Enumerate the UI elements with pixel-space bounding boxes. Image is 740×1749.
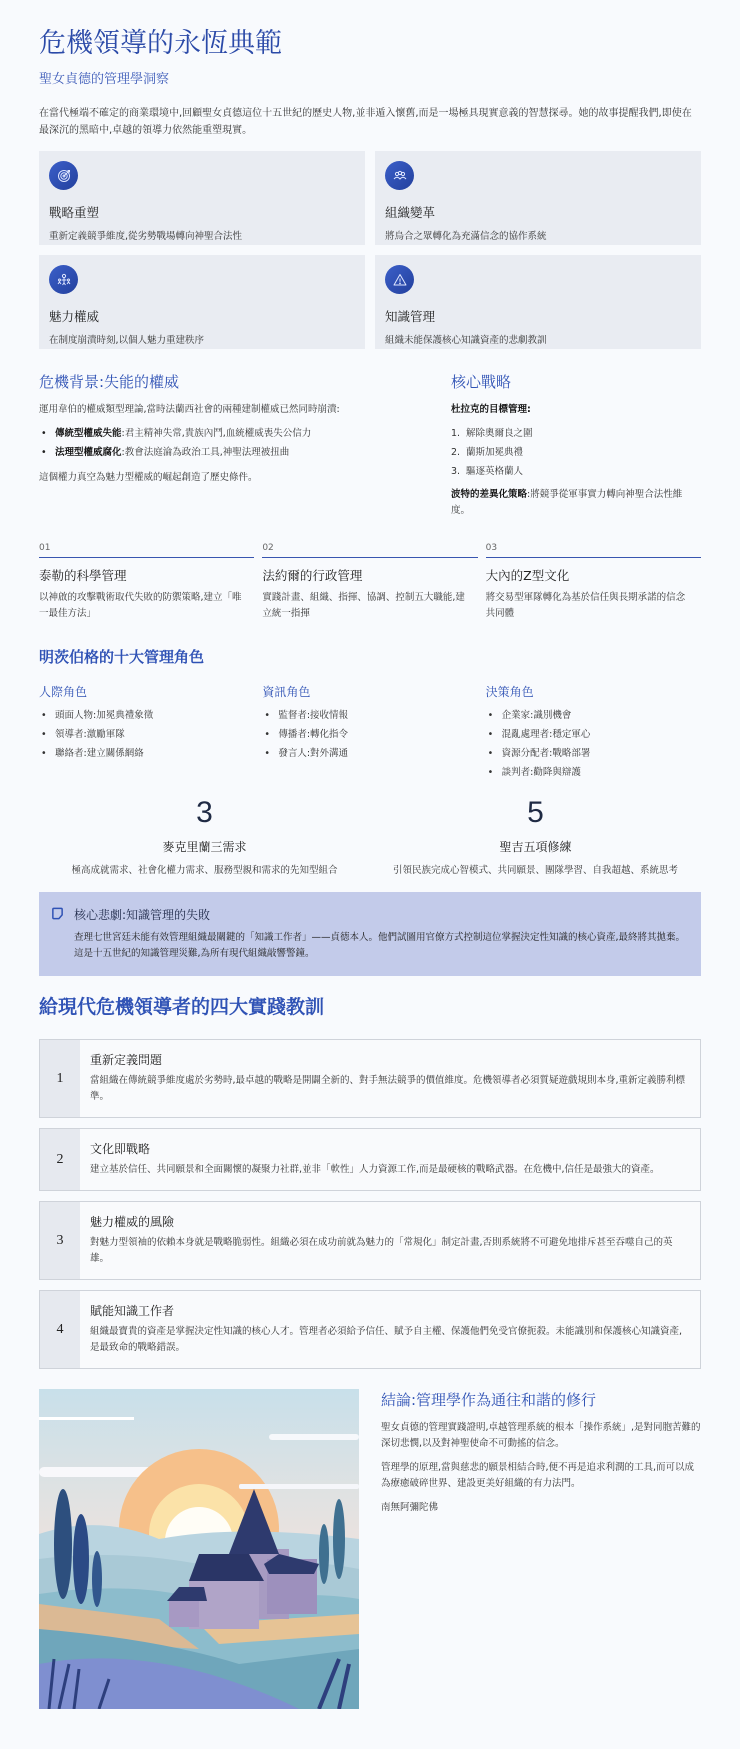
- role-list: [486, 706, 701, 782]
- lesson-desc: 當組織在傳統競爭維度處於劣勢時,最卓越的戰略是開闢全新的、對手無法競爭的價值維度。危機領導者必須質疑遊戲規則本身,重新定義勝利標準。: [90, 1075, 686, 1103]
- lesson-number: 3: [40, 1202, 80, 1279]
- mintzberg-roles: [39, 683, 701, 782]
- lesson-desc: 建立基於信任、共同願景和全面關懷的凝聚力社群,並非「軟性」人力資源工作,而是最硬核的戰略武器。在危機中,信任是最強大的資產。: [90, 1164, 660, 1176]
- card-desc: 重新定義競爭維度,從劣勢戰場轉向神聖合法性: [49, 231, 243, 243]
- lesson-number: 4: [40, 1291, 80, 1368]
- stats-section: [39, 796, 701, 876]
- list-item: • 發言人:對外溝通: [262, 744, 477, 763]
- card-title: 組織變革: [385, 205, 436, 221]
- theme-card-charisma: [39, 255, 365, 349]
- lesson-item: [39, 1201, 701, 1280]
- list-text: 解除奧爾良之圍: [466, 428, 533, 440]
- landscape-illustration: [39, 1389, 359, 1709]
- lesson-number: 1: [40, 1040, 80, 1117]
- list-item: • 談判者:勸降與辯護: [486, 763, 701, 782]
- list-item: [451, 424, 701, 443]
- page-subtitle: 聖女貞德的管理學洞察: [39, 72, 170, 88]
- list-item: • 聯絡者:建立關係網絡: [39, 744, 254, 763]
- role-group-title: 資訊角色: [262, 685, 311, 700]
- intro-paragraph: 在當代極端不確定的商業環境中,回顧聖女貞德這位十五世紀的歷史人物,並非遁入懷舊,而是一場極具現實意義的智慧探尋。她的故事提醒我們,即使在最深沉的黑暗中,卓越的領導力依然能重塑現實。: [39, 108, 692, 137]
- target-icon: [49, 161, 78, 190]
- theme-card-knowledge: [375, 255, 701, 349]
- theory-item: [39, 543, 254, 622]
- management-theories: [39, 543, 701, 622]
- step-desc: 以神啟的攻擊戰術取代失敗的防禦策略,建立「唯一最佳方法」: [39, 592, 242, 620]
- conclusion-paragraph: 聖女貞德的管理實踐證明,卓越管理系統的根本「操作系統」,是對同胞苦難的深切悲憫,以及對神聖使命不可動搖的信念。: [381, 1422, 701, 1450]
- step-number: 01: [39, 543, 254, 558]
- stat-value: 3: [196, 796, 213, 830]
- core-tragedy-callout: [39, 892, 701, 976]
- lessons-list: [39, 1039, 701, 1369]
- callout-header: [51, 905, 687, 924]
- list-item: • 領導者:激勵軍隊: [39, 725, 254, 744]
- lesson-body: [80, 1129, 700, 1190]
- bullet-text: :君主精神失常,貴族內鬥,血統權威喪失公信力: [121, 428, 312, 440]
- step-desc: 將交易型軍隊轉化為基於信任與長期承諾的信念共同體: [485, 592, 686, 620]
- conclusion-text: [381, 1389, 701, 1709]
- stat-desc: 極高成就需求、社會化權力需求、服務型親和需求的先知型組合: [71, 865, 338, 877]
- lesson-item: [39, 1290, 701, 1369]
- card-desc: 在制度崩潰時刻,以個人魅力重建秩序: [49, 335, 205, 347]
- role-group-interpersonal: [39, 683, 254, 782]
- leader-icon: [49, 265, 78, 294]
- note-icon: [51, 905, 74, 924]
- step-number: 02: [262, 543, 477, 558]
- background-lead: 運用韋伯的權威類型理論,當時法蘭西社會的兩種建制權威已然同時崩潰:: [39, 404, 340, 416]
- stat-mcclelland: [39, 796, 370, 876]
- card-desc: 將烏合之眾轉化為充滿信念的協作系統: [385, 231, 547, 243]
- theory-item: [262, 543, 477, 622]
- lesson-body: [80, 1291, 700, 1368]
- role-list: [262, 706, 477, 763]
- card-title: 魅力權威: [49, 309, 100, 325]
- role-group-decisional: [486, 683, 701, 782]
- step-title: 大內的Z型文化: [485, 568, 570, 584]
- lesson-item: [39, 1039, 701, 1118]
- bullet-bold: 傳統型權威失能: [55, 428, 122, 440]
- stat-title: 聖吉五項修練: [499, 840, 572, 855]
- lesson-title: 魅力權威的風險: [90, 1215, 175, 1230]
- list-item: • 傳播者:轉化指令: [262, 725, 477, 744]
- lesson-desc: 組織最寶貴的資產是掌握決定性知識的核心人才。管理者必須給予信任、賦予自主權、保護他們免受官僚扼殺。未能識別和保護核心知識資產,是最致命的戰略錯誤。: [90, 1326, 683, 1354]
- list-item: [39, 443, 429, 462]
- step-title: 泰勒的科學管理: [39, 568, 127, 584]
- background-closing: 這個權力真空為魅力型權威的崛起創造了歷史條件。: [39, 472, 258, 484]
- lessons-heading: 給現代危機領導者的四大實踐教訓: [39, 996, 325, 1019]
- page-title: 危機領導的永恆典範: [39, 28, 282, 59]
- page-header: [39, 28, 701, 139]
- list-num: 2.: [451, 447, 461, 459]
- conclusion-section: [39, 1389, 701, 1709]
- card-title: 知識管理: [385, 309, 436, 325]
- theme-card-strategy: [39, 151, 365, 245]
- bullet-bold: 法理型權威腐化: [55, 447, 122, 459]
- bullet-text: :教會法庭淪為政治工具,神聖法理被扭曲: [121, 447, 290, 459]
- background-strategy-section: [39, 371, 701, 519]
- step-number: 03: [486, 543, 701, 558]
- team-icon: [385, 161, 414, 190]
- theory-item: [486, 543, 701, 622]
- stat-desc: 引領民族完成心智模式、共同願景、團隊學習、自我超越、系統思考: [392, 865, 678, 877]
- warning-icon: [385, 265, 414, 294]
- lesson-title: 文化即戰略: [90, 1142, 151, 1157]
- list-text: 蘭斯加冕典禮: [466, 447, 524, 459]
- role-group-informational: [262, 683, 477, 782]
- porter-text: :將競爭從軍事實力轉向神聖合法性維度。: [451, 489, 683, 517]
- callout-title: 核心悲劇:知識管理的失敗: [74, 908, 211, 923]
- list-item: [39, 424, 429, 443]
- lesson-body: [80, 1040, 700, 1117]
- stat-senge: [370, 796, 701, 876]
- list-num: 1.: [451, 428, 461, 440]
- list-item: • 企業家:識別機會: [486, 706, 701, 725]
- goals-list: [451, 424, 701, 481]
- porter-bold: 波特的差異化策略: [451, 489, 528, 501]
- role-group-title: 人際角色: [39, 685, 88, 700]
- stat-value: 5: [527, 796, 544, 830]
- conclusion-paragraph: 管理學的原理,當與慈悲的願景相結合時,便不再是追求利潤的工具,而可以成為療癒破碎世界、建設更美好組織的有力法門。: [381, 1462, 695, 1490]
- stat-title: 麥克里蘭三需求: [162, 840, 247, 855]
- role-group-title: 決策角色: [485, 685, 534, 700]
- section-heading: 危機背景:失能的權威: [39, 373, 180, 392]
- lesson-body: [80, 1202, 700, 1279]
- list-item: • 混亂處理者:穩定軍心: [486, 725, 701, 744]
- roles-heading: 明茨伯格的十大管理角色: [39, 648, 205, 667]
- lesson-item: [39, 1128, 701, 1191]
- drucker-label: 杜拉克的目標管理:: [451, 404, 531, 416]
- lesson-desc: 對魅力型領袖的依賴本身就是戰略脆弱性。組織必須在成功前就為魅力的「常規化」制定計畫,否則系統將不可避免地排斥甚至吞噬自己的英雄。: [90, 1237, 673, 1265]
- porter-strategy: [451, 487, 701, 519]
- card-desc: 組織未能保護核心知識資產的悲劇教訓: [385, 335, 547, 347]
- crisis-background: [39, 371, 429, 519]
- theme-card-organization: [375, 151, 701, 245]
- lesson-number: 2: [40, 1129, 80, 1190]
- list-item: • 監督者:接收情報: [262, 706, 477, 725]
- step-title: 法約爾的行政管理: [262, 568, 363, 584]
- role-list: [39, 706, 254, 763]
- list-text: 驅逐英格蘭人: [466, 466, 524, 478]
- list-item: [451, 443, 701, 462]
- authority-list: [39, 424, 429, 462]
- conclusion-closing: 南無阿彌陀佛: [381, 1502, 439, 1514]
- key-themes-grid: [39, 151, 701, 349]
- step-desc: 實踐計畫、組織、指揮、協調、控制五大職能,建立統一指揮: [262, 592, 465, 620]
- section-heading: 核心戰略: [451, 373, 512, 392]
- list-item: [451, 462, 701, 481]
- lesson-title: 重新定義問題: [90, 1053, 163, 1068]
- list-item: • 頭面人物:加冕典禮象徵: [39, 706, 254, 725]
- core-strategy: [451, 371, 701, 519]
- lesson-title: 賦能知識工作者: [90, 1304, 175, 1319]
- callout-body: 查理七世宮廷未能有效管理組織最關鍵的「知識工作者」——貞德本人。他們試圖用官僚方式控制這位掌握決定性知識的核心資產,最終將其拋棄。這是十五世紀的知識管理災難,為所有現代組織敲響警鐘。: [74, 932, 686, 960]
- section-heading: 結論:管理學作為通往和諧的修行: [381, 1391, 597, 1410]
- list-item: • 資源分配者:戰略部署: [486, 744, 701, 763]
- card-title: 戰略重塑: [49, 205, 100, 221]
- list-num: 3.: [451, 466, 461, 478]
